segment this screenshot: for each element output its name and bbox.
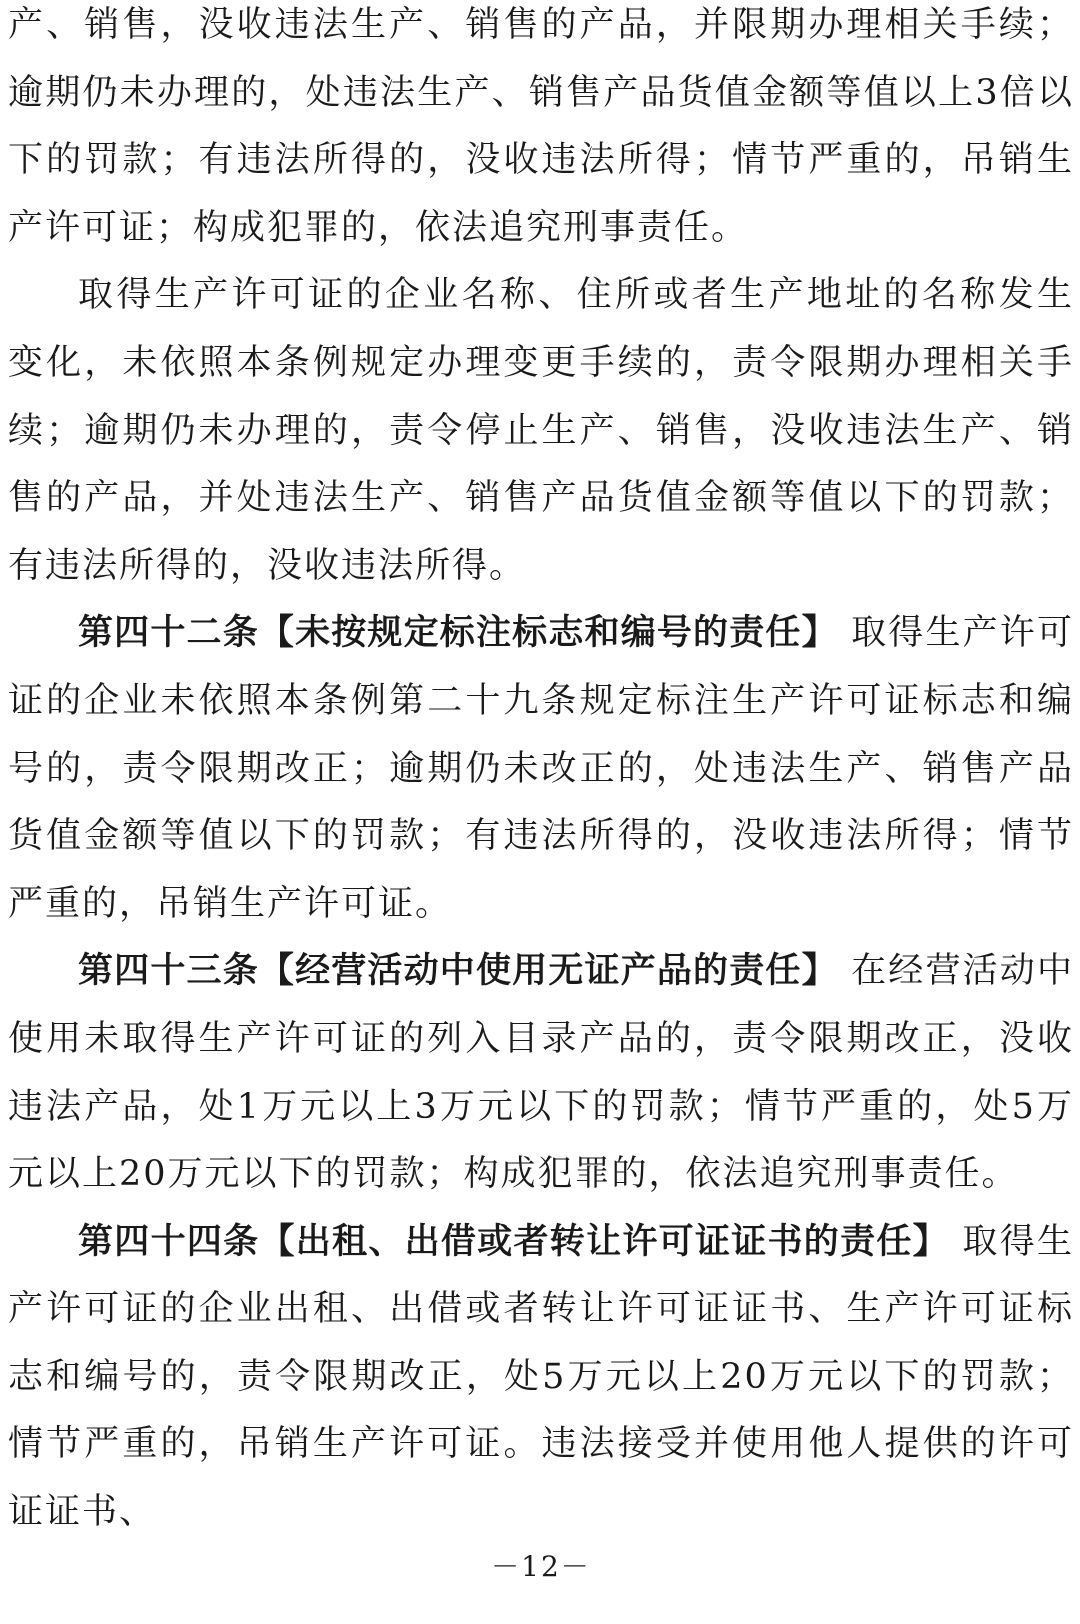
article-42 [8,600,1074,938]
paragraph-continuation [8,0,1074,262]
paragraph-text: 取得生产许可证的企业名称、住所或者生产地址的名称发生变化，未依照本条例规定办理变更手续的，责令限期办理相关手续；逾期仍未办理的，责令停止生产、销售，没收违法生产、销售的产品，并处违法生产、销售产品货值金额等值以下的罚款；有违法所得的，没收违法所得。 [8,275,1074,586]
document-page [8,0,1074,1624]
paragraph-text: 取得生产许可证的企业出租、出借或者转让许可证证书、生产许可证标志和编号的，责令限期改正，处5万元以上20万元以下的罚款；情节严重的，吊销生产许可证。违法接受并使用他人提供的许可证证书、 [8,1221,1074,1533]
article-title: 第四十二条【未按规定标注标志和编号的责任】 [78,613,838,654]
paragraph-name-change [8,262,1074,600]
paragraph-text: 产、销售，没收违法生产、销售的产品，并限期办理相关手续；逾期仍未办理的，处违法生产、销售产品货值金额等值以上3倍以下的罚款；有违法所得的，没收违法所得；情节严重的，吊销生产许可证；构成犯罪的，依法追究刑事责任。 [8,5,1074,248]
article-title: 第四十四条【出租、出借或者转让许可证证书的责任】 [78,1221,949,1262]
body-text [8,0,1074,1547]
page-number: －12－ [491,1550,591,1583]
article-43 [8,938,1074,1208]
article-title: 第四十三条【经营活动中使用无证产品的责任】 [78,951,838,992]
article-44 [8,1209,1074,1547]
paragraph-text: 在经营活动中使用未取得生产许可证的列入目录产品的，责令限期改正，没收违法产品，处1万元以上3万元以下的罚款；情节严重的，处5万元以上20万元以下的罚款；构成犯罪的，依法追究刑事责任。 [8,951,1074,1195]
paragraph-text: 取得生产许可证的企业未依照本条例第二十九条规定标注生产许可证标志和编号的，责令限期改正；逾期仍未改正的，处违法生产、销售产品货值金额等值以下的罚款；有违法所得的，没收违法所得；情节严重的，吊销生产许可证。 [8,613,1074,924]
